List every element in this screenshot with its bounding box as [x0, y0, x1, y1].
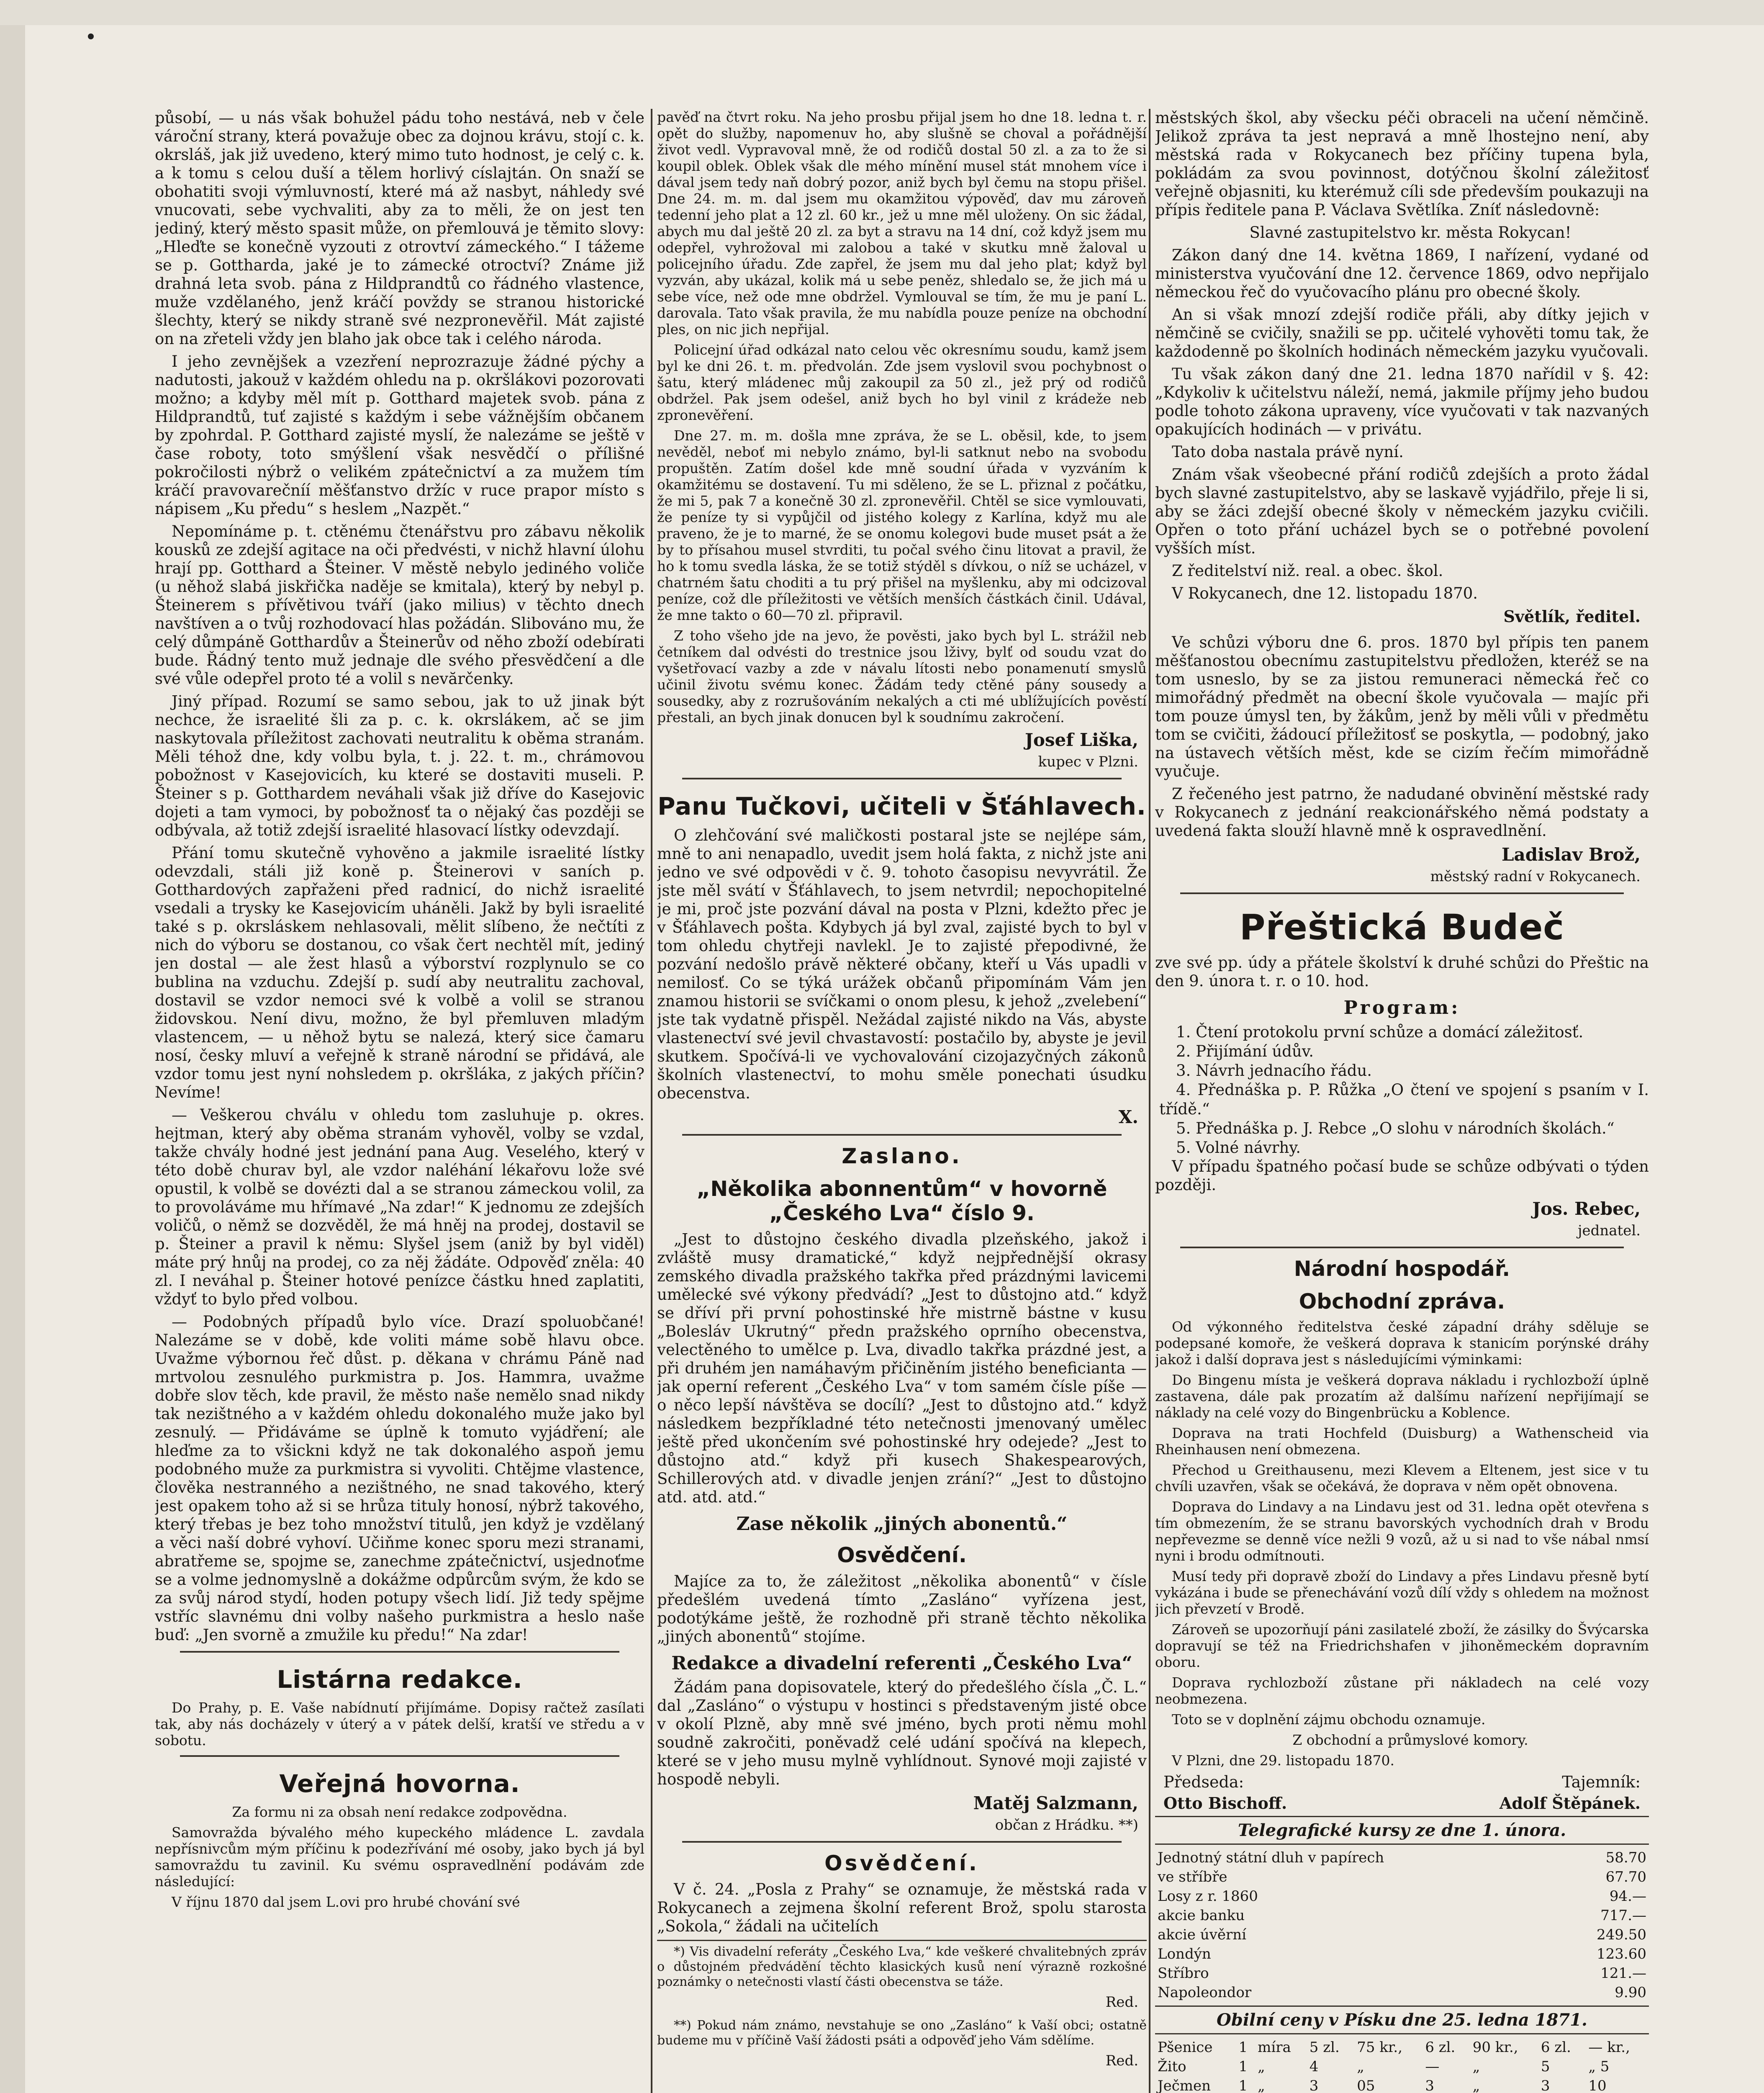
table-cell: 1 [1238, 2039, 1248, 2056]
table-row [1155, 1848, 1649, 1867]
footnote: *) Vis divadelní referáty „Českého Lva,“ kde veškeré chvalitebných zpráv o důstojném předvádění těchto klasických kusů není výrazně rozkošné poznámky o netečnosti vlastí části obecenstva se táže. [657, 1944, 1147, 1989]
table-row [1155, 1867, 1649, 1887]
table-cell: akcie úvěrní [1158, 1926, 1246, 1943]
signature-note: občan z Hrádku. **) [995, 1817, 1138, 1833]
table-cell: 05 [1357, 2078, 1375, 2093]
divider [180, 1755, 619, 1757]
signature: Jos. Rebec, [1532, 1198, 1641, 1219]
signature: Josef Liška, [1025, 730, 1138, 750]
table-row [1155, 2057, 1649, 2076]
table-cell: „ [1357, 2058, 1364, 2075]
paragraph: An si však mnozí zdejší rodiče přáli, aby dítky jejich v němčině se cvičily, snažili se pp. učitelé vyhověti tomu tak, že každodenně po školních hodinách německém jazyku vyučovali. [1155, 306, 1649, 360]
table-cell: 121.— [1600, 1965, 1646, 1982]
program-item: 5. Volné návrhy. [1176, 1139, 1301, 1157]
table-cell: Napoleondor [1158, 1984, 1252, 2001]
paragraph: zve své pp. údy a přátele školství k druhé schůzi do Přeštic na den 9. února t. r. o 10. hod. [1155, 954, 1649, 990]
paragraph: V případu špatného počasí bude se schůze odbývati o týden později. [1155, 1157, 1649, 1194]
paragraph: Zároveň se upozorňují páni zasilatelé zboží, že zásilky do Švýcarska dopravují se též na Friedrichshafen v jihoněmeckém dopravním oboru. [1155, 1621, 1649, 1670]
divider [1180, 1247, 1624, 1248]
table-cell: Londýn [1158, 1946, 1211, 1962]
table-cell: „ [1258, 2078, 1265, 2093]
table-cell: 3 [1425, 2078, 1434, 2093]
paragraph: Zákon daný dne 14. května 1869, I nařízení, vydané od ministerstva vyučování dne 12. července 1869, odvo nepřijalo německou řeč do vyučovacího plánu pro obecné školy. [1155, 246, 1649, 301]
paragraph: Policejní úřad odkázal nato celou věc okresnímu soudu, kamž jsem byl ke dni 26. t. m. předvolán. Zde jsem vyslovil svou pochybnost o šatu, který mládenec můj zakoupil za 50 zl., jež prý od rodičů obdržel. Pak jsem odešel, aniž bych ho byl vinil z krádeže neb zpronevěření. [657, 342, 1147, 423]
signature: Světlík, ředitel. [1503, 607, 1641, 626]
paragraph: Do Bingenu místa je veškerá doprava nákladu i rychlozboží úplně zastavena, dále pak prozatím až dalšímu nařízení nepřijímají se náklady na celé vozy do Bingenbrücku a Koblence. [1155, 1372, 1649, 1421]
paragraph: Znám však všeobecné přání rodičů zdejších a proto žádal bych slavné zastupitelstvo, aby se laskavě vyjádřilo, přeje li si, aby se žáci zdejší obecné školy v německém jazyku cvičili. Opřen o toto přání ucházel bych se o potřebné povolení vyšších míst. [1155, 465, 1649, 557]
divider [1155, 2006, 1649, 2007]
divider [657, 1940, 1147, 1941]
divider [1155, 1816, 1649, 1817]
paragraph: Přání tomu skutečně vyhověno a jakmile israelité lístky odevzdali, stáli již koně p. Šteinerovi v saních p. Gotthardových zapřaženi před radnicí, do nichž israelité vsedali a trysky ke Kasejovicím uháněli. Jakž by byli israelité také s p. okrsláskem nehlasovali, mělit slíbeno, že nečtíti z nich do výboru se dostanou, co však čert nechtěl mít, jediný jen dostal — ale žest hlasů a výborství rozplynulo se co bublina na vzduchu. Zdejší p. sudí aby neutralitu zachoval, dostavil se vzdor nemoci své k volbě a volil se stranou židovskou. Není divu, možno, že byl přemluven mladým vlastencem, — u něhož bytu se nalezá, který sice čamaru nosí, česky mluví a veřejně k straně národní se přidává, ale vzdor tomu jest nyní nohsledem p. okršláka, z jakých příčin? Nevíme! [155, 844, 644, 1101]
table-cell: 1 [1238, 2058, 1248, 2075]
paragraph: Přechod u Greithausenu, mezi Klevem a Eltenem, jest sice v tu chvíli uzavřen, však se očekává, že doprava v něm opět obnovena. [1155, 1462, 1649, 1494]
paragraph: Toto se v doplnění zájmu obchodu oznamuje. [1172, 1711, 1486, 1728]
table-row [1155, 1964, 1649, 1983]
print-mark [88, 33, 94, 39]
paragraph: Nepomínáme p. t. ctěnému čtenářstvu pro zábavu několik kousků ze zdejší agitace na oči předvésti, v nichž hlavní úlohu hrají pp. Gotthard a Šteiner. V městě nebylo jediného voliče (u něhož slabá jiskřička naděje se kmitala), který by nebyl p. Šteinerem s přívětivou tváří (jako milius) v těchto dnech navštíven a o tvůj rozhodovací hlas požádán. Slibováno mu, že celý důmpáně Gotthardův a Šteinerův od něho zboží odebírati bude. Řádný tento muž jednaje dle svého přesvědčení a dle své vůle odepřel proto té a volil s nevărčenky. [155, 522, 644, 688]
signature-row [1163, 1773, 1641, 1791]
table-cell: Jednotný státní dluh v papírech [1158, 1849, 1384, 1866]
kursy-table [1155, 1848, 1649, 2002]
paragraph: Dne 27. m. m. došla mne zpráva, že se L. oběsil, kde, to jsem nevěděl, neboť mi nebylo známo, byl-li satknut nebo na svobodu propuštěn. Zatím došel kde mně soudní úřada v vyzváním k okamžitému se dostavení. Tu mi sděleno, že se L. přiznal z počátku, že mi 5, pak 7 a konečně 30 zl. zpronevěřil. Chtěl se sice vymlouvati, že peníze ty si vypůjčil od jistého kolegy z Karlína, když mu ale praveno, že je to marné, že se onomu kolegovi bude muset psát a že by to přísahou musel stvrditi, tu počal svého činu litovat a pravil, že ho k tomu svedla láska, že se totiž stýděl s dívkou, o níž se ucházel, v chatrném šatu choditi a tu prý přišel na myšlenku, aby mi odcizoval peníze, což dle příležitosti ve větších menších částkách činil. Udával, že mne takto o 60—70 zl. připravil. [657, 427, 1147, 623]
signature: Matěj Salzmann, [973, 1793, 1138, 1813]
table-cell: 67.70 [1605, 1869, 1646, 1885]
section-title-obchodni: Obchodní zpráva. [1299, 1289, 1505, 1314]
table-cell: Losy z r. 1860 [1158, 1888, 1258, 1905]
signature-note: kupec v Plzni. [1038, 753, 1138, 770]
table-cell: 90 kr., [1472, 2039, 1518, 2056]
paragraph: „Jest to důstojno českého divadla plzeňského, jakož i zvláště musy dramatické,“ když nejpřednější okrasy zemského divadla pražského takřka před prázdnými lavicemi umělecké své výkony předvádí? „Jest to důstojno atd.“ když se dříví při první pohostinské hře mistrně bástne v kusu „Bolesláv Ukrutný“ předn pražského oprního obecenstva, velectěného to umělce p. Lva, divadlo takřka prázdné jest, a při druhém jen namáhavým přičiněním jistého beneficianta — jak operní referent „Českého Lva“ v tom samém čísle píše — o něco lepší návštěva se docílí? „Jest to důstojno atd.“ když následkem bezpříkladné této netečnosti jmenovaný umělec ještě před ukončením své pohostinské hry odejede? „Jest to důstojno atd.“ když při kusech Shakespearových, Schillerových atd. v divadle jenjen zrání?“ „Jest to důstojno atd. atd. atd.“ [657, 1230, 1147, 1506]
paragraph: Do Prahy, p. E. Vaše nabídnutí přijímáme. Dopisy račtež zasílati tak, aby nás docházely v úterý a v pátek delší, kratší ve středu a v sobotu. [155, 1700, 644, 1748]
table-row [1155, 2076, 1649, 2093]
signature-redakce: Redakce a divadelní referenti „Českého Lva“ [671, 1653, 1132, 1674]
signature-note: městský radní v Rokycanech. [1430, 868, 1641, 885]
paragraph: Z toho všeho jde na jevo, že pověsti, jako bych byl L. strážil neb četníkem dal odvésti do trestnice jsou lživy, bylť od soudu vzat do vyšetřovací vazby a zde v návalu lítosti nebo ponamenutí smyslů učinil životu svému konec. Žádám tedy ctěné pány sousedy a sousedky, aby z rozrušováním nekalých a cti mé ublížujících pověstí přestali, an bych jinak donucen byl k soudnímu zakročení. [657, 627, 1147, 725]
table-cell: — kr., [1588, 2039, 1630, 2056]
signature: Ladislav Brož, [1501, 844, 1641, 865]
table-cell: 123.60 [1597, 1946, 1646, 1962]
section-title-zaslano: Zaslano. [842, 1144, 962, 1168]
table-cell: Ječmen [1158, 2078, 1211, 2093]
paragraph: Tato doba nastala právě nyní. [1172, 443, 1404, 461]
paragraph: Tu však zákon daný dne 21. ledna 1870 nařídil v §. 42: „Kdykoliv k učitelstvu náleží, nemá, jakmile příjmy jeho budou podle tohoto zákona upraveny, více vyučovati v tak nazvaných opakujících hodinách — v privátu. [1155, 365, 1649, 438]
table-cell: 9.90 [1615, 1984, 1646, 2001]
section-title-listarna: Listárna redakce. [277, 1665, 523, 1694]
signature-label: Tajemník: [1562, 1773, 1641, 1791]
table-cell: 3 [1309, 2078, 1319, 2093]
paragraph: — Podobných případů bylo více. Drazí spoluobčané! Nalezáme se v době, kde voliti máme sobě hlavu obce. Uvažme výbornou řeč důst. p. děkana v chrámu Páně nad mrtvolou zesnulého purkmistra p. Jos. Hammra, uvažme dobře slov těch, kde pravil, že město naše nemělo snad nikdy tak nezištného a v každém ohledu dokonalého muže jako byl zesnulý. — Přidáváme se úplně k tomuto vyjádření; ale hleďme za to všickni když ne tak dokonalého aspoň jemu podobného muže za purkmistra si vyvoliti. Chtějme vlastence, člověka nestranného a nezištného, ne snad takového, který jest opakem toho až si se hrůza tituly honosí, nýbrž takového, který třebas je bez toho množství titulů, jen když je vzdělaný a věci naší dobré vyhoví. Učiňme konec sporu mezi stranami, abratřeme se, spojme se, zanechme zpátečnictví, usjednoťme se a volme jednomyslně a dokážme odpůrcům svým, že kdo se za svůj národ stydí, hoden potupy všech lidí. Již tedy spějme vstříc slavnému dni volby našeho purkmistra a heslo naše buď: „Jen svorně a zmužile ku předu!“ Na zdar! [155, 1313, 644, 1644]
paragraph: — Veškerou chválu v ohledu tom zasluhuje p. okres. hejtman, který aby oběma stranám vyhověl, volby se vzdal, takže chvály hodné jest jednání pana Aug. Veselého, který v této době churav byl, ale vzdor naléhání lékařovu lože své opustil, k volbě se dovézti dal a se stranou zámeckou volil, za to provoláváme mu hřímavé „Na zdar!“ K jednomu ze zdejších voličů, o němž se dozvěděl, že má hněj na prodej, dostavil se p. Šteiner a pravil k němu: Slyšel jsem (aniž by byl viděl) máte prý hnůj na prodej, co za něj žádáte. Odpověď zněla: 40 zl. I neváhal p. Šteiner hotové penízce částku hned zaplatiti, vždyť to bylo před volbou. [155, 1106, 644, 1308]
table-cell: 6 zl. [1425, 2039, 1456, 2056]
paragraph: městských škol, aby všecku péči obraceli na učení němčině. Jelikož zpráva ta jest nepravá a mně lhostejno není, aby městská rada v Rokycanech bez příčiny tupena byla, pokládám za svou povinnost, dotýčnou školní záležitosť veřejně objasniti, ku kterémuž cíli sde především poukazuji na přípis ředitele pana P. Václava Světlíka. Zníť následovně: [1155, 109, 1649, 219]
column-3 [1155, 109, 1649, 2093]
table-row [1155, 2038, 1649, 2057]
table-row [1155, 1944, 1649, 1964]
paragraph: O zlehčování své maličkosti postaral jste se nejlépe sám, mně to ani nenapadlo, uvedit jsem holá fakta, z nichž jste ani jedno ve své odpovědi v č. 9. tohoto časopisu nevyvrátil. Že jste měl svátí v Šťáhlavech, to jsem netvrdil; nepochopitelné je mi, proč jste pozvání dával na posta v Plzni, kdežto přec je v Šťáhlavech pošta. Kdybych já byl zval, zajisté bych to byl v tom ohledu chytřeji navlekl. Je to zajisté přepodivné, že pozvání nedošlo právě některé občany, kteří u Vás upadli v nemilosť. Co se týká urážek občanů připomínám Vám jen znamou historii se svíčkami o onom plesu, k jehož „zvelebení“ jste tak vydatně přispěl. Nežádal zajisté nikdo na Vás, abyste vlastenectví své jevil chvastavostí: postačilo by, abyste je jevil skutkem. Spočívá-li ve vychovalování cizojazyčných zákonů školních vlastenectví, to mohu směle ponechati úsudku obecenstva. [657, 826, 1147, 1102]
column-2 [657, 109, 1147, 2093]
column-rule [1149, 109, 1150, 2093]
table-cell: 3 [1541, 2078, 1550, 2093]
table-cell: míra [1258, 2039, 1291, 2056]
divider [1155, 1844, 1649, 1845]
program-item: 4. Přednáška p. P. Růžka „O čtení ve spojení s psaním v I. třídě.“ [1159, 1081, 1649, 1118]
program-item: 5. Přednáška p. J. Rebce „O slohu v národních školách.“ [1176, 1119, 1615, 1137]
subtitle-zase: Zase několik „jiných abonentů.“ [736, 1513, 1068, 1535]
table-title-ceny: Obilní ceny v Písku dne 25. ledna 1871. [1217, 2010, 1587, 2030]
paragraph: Od výkonného ředitelstva české západní dráhy sděluje se podepsané komoře, že veškerá doprava k stanicím porýnské dráhy jakož i další doprava jest s následujícími výminkami: [1155, 1319, 1649, 1368]
table-cell: 5 [1541, 2058, 1550, 2075]
divider [1180, 892, 1624, 894]
note: Za formu ni za obsah není redakce zodpovědna. [232, 1804, 567, 1820]
program-item: 2. Přijímání údův. [1176, 1042, 1314, 1060]
paragraph: Doprava na trati Hochfeld (Duisburg) a Wathenscheid via Rheinhausen není obmezena. [1155, 1425, 1649, 1458]
table-cell: akcie banku [1158, 1907, 1245, 1924]
table-cell: „ [1472, 2078, 1480, 2093]
table-title-kursy: Telegrafické kursy ze dne 1. února. [1238, 1820, 1566, 1840]
divider [1155, 2033, 1649, 2034]
footnote: **) Pokud nám známo, nevstahuje se ono „Zasláno“ k Vaší obci; ostatně budeme mu v příčině Vaší žádosti psáti a odpověď jeho Vám sdělíme. [657, 2018, 1147, 2048]
divider [682, 1134, 1122, 1136]
program-list [1155, 1023, 1649, 1157]
scan-edge [0, 0, 25, 2093]
paragraph: Z obchodní a průmyslové komory. [1292, 1732, 1528, 1748]
footnote-signature: Red. [1105, 1994, 1138, 2011]
paragraph: V Plzni, dne 29. listopadu 1870. [1172, 1752, 1394, 1769]
signature-row [1163, 1794, 1641, 1813]
column-rule [651, 109, 652, 2093]
signature-note: jednatel. [1577, 1222, 1641, 1239]
paragraph: pavěď na čtvrt roku. Na jeho prosbu přijal jsem ho dne 18. ledna t. r. opět do služby, napomenuv ho, aby slušně se choval a pořádnější život vedl. Vypravoval mně, že od rodičů dostal 50 zl. a za to že si koupil oblek. Oblek však dle mého mínění musel stát mnohem více i dával jsem tedy naň dobrý pozor, aniž bych byl čemu na stopu přišel. Dne 24. m. m. dal jsem mu okamžitou výpověď, dav mu zároveň tedenní jeho plat a 12 zl. 60 kr., jež u mne měl uloženy. On sic žádal, abych mu dal ještě 20 zl. za byt a stravu na 14 dní, což když jsem mu odepřel, vyhrožoval mi zalobou a také v skutku mně žaloval u policejního úřadu. Zde zapřel, že jsem mu dal jeho plat; když byl vyzván, aby ukázal, kolik má u sebe peněz, shledalo se, že jich má u sebe více, než ode mne obdržel. Vymlouval se tím, že mu je paní L. darovala. Tato však pravila, že mu nabídla pouze peníze na obchodní ples, on nic jich nepřijal. [657, 109, 1147, 337]
section-title-osvedceni: Osvědčení. [837, 1543, 967, 1567]
section-title-hospodar: Národní hospodář. [1294, 1257, 1510, 1281]
table-cell: 6 zl. [1541, 2039, 1571, 2056]
paragraph: Majíce za to, že záležitost „několika abonentů“ v čísle předešlém uvedená tímto „Zasláno“ vyřízena jest, podotýkáme ještě, že rozhodně při straně těchto několika „jiných abonentů“ stojíme. [657, 1572, 1147, 1646]
section-title-tuckovi: Panu Tučkovi, učiteli v Šťáhlavech. [657, 792, 1146, 820]
paragraph: Jiný případ. Rozumí se samo sebou, jak to už jinak být nechce, že israelité šli za p. c. k. okrslákem, ač se jim naskytovala příležitost zachovati neutralitu k oběma stranám. Měli téhož dne, kdy volbu byla, t. j. 22. t. m., chrámovou pobožnost v Kasejovicích, ku které se dostaviti museli. P. Šteiner s p. Gotthardem neváhali však již dříve do Kasejovic dojeti a tam vymoci, by pobožnosť ta o nějaký čas později se odbývala, až totiž zdejší israelité hlasovací lístky odevzdají. [155, 692, 644, 839]
table-cell: 10 [1588, 2078, 1607, 2093]
table-cell: 58.70 [1605, 1849, 1646, 1866]
program-item: 3. Návrh jednacího řádu. [1176, 1062, 1372, 1080]
table-cell: Žito [1158, 2058, 1186, 2075]
table-row [1155, 1983, 1649, 2002]
table-cell: Stříbro [1158, 1965, 1209, 1982]
table-cell: 1 [1238, 2078, 1248, 2093]
paragraph: Slavné zastupitelstvo kr. města Rokycan! [1249, 224, 1571, 242]
signature: Otto Bischoff. [1163, 1794, 1287, 1813]
footnote-signature: Red. [1105, 2052, 1138, 2069]
table-cell: „ [1472, 2058, 1480, 2075]
table-cell: „ 5 [1588, 2058, 1610, 2075]
table-cell: 5 zl. [1309, 2039, 1340, 2056]
paragraph: V říjnu 1870 dal jsem L.ovi pro hrubé chování své [172, 1894, 520, 1910]
section-title-verejna: Veřejná hovorna. [279, 1769, 520, 1798]
signature: Adolf Štěpánek. [1499, 1794, 1641, 1813]
divider [682, 1841, 1122, 1843]
divider [180, 1651, 619, 1653]
program-item: 1. Čtení protokolu první schůze a domácí záležitosť. [1176, 1023, 1584, 1041]
table-row [1155, 1906, 1649, 1925]
column-1 [155, 109, 644, 2093]
paragraph: Ve schůzi výboru dne 6. pros. 1870 byl přípis ten panem měšťanostou obecnímu zastupitelstvu předložen, kteréž se na tom usneslo, by se za jistou remuneraci německá řeč co mimořádný předmět na obecní škole vyučovala — majíc při tom pouze úmysl ten, by žákům, jenž by měli vůli v předmětu tom se cvičiti, žádoucí příležitosť se poskytla, — podobný, jako na ústavech větších měst, kde se cizím řečím mimořádně vyučuje. [1155, 633, 1649, 780]
scan-top [0, 0, 1764, 25]
paragraph: I jeho zevnějšek a vzezření neprozrazuje žádné pýchy a nadutosti, jakouž v každém ohledu na p. okršlákovi pozorovati možno; a kdyby měl mít p. Gotthard majetek svob. pána z Hildprandtů, tuť zajisté s každým i sebe vážnějším občanem by zpohrdal. P. Gotthard zajisté myslí, že nalezáme se ještě v čase roboty, toto smýšlení však nesvědčí o přílišné pokročilosti nýbrž o velikém zpátečnictví a za mužem tím kráčí pravovarečníí měšťanstvo držíc v ruce prapor místo s nápisem „Ku předu“ s heslem „Nazpět.“ [155, 352, 644, 518]
table-cell: 75 kr., [1357, 2039, 1403, 2056]
table-cell: 717.— [1600, 1907, 1646, 1924]
table-cell: 4 [1309, 2058, 1319, 2075]
divider [682, 778, 1122, 779]
table-cell: ve stříbře [1158, 1869, 1227, 1885]
paragraph: Žádám pana dopisovatele, který do předešlého čísla „Č. L.“ dal „Zasláno“ o výstupu v hostinci s představeným jisté obce v okolí Plzně, aby mně své jméno, bych proti němu mohl soudně zakročiti, poněvadž celé udání spočívá na klepech, které se v jeho musu mylně vyhlídnout. Synové moji zajisté v hospodě nebyli. [657, 1678, 1147, 1788]
table-cell: „ [1258, 2058, 1265, 2075]
signature-label: Předseda: [1163, 1773, 1244, 1791]
paragraph: V č. 24. „Posla z Prahy“ se oznamuje, že městská rada v Rokycanech a zejmena školní referent Brož, spolu starosta „Sokola,“ žádali na učitelích [657, 1880, 1147, 1935]
table-cell: — [1425, 2058, 1440, 2075]
section-title-budec: Přeštická Budeč [1239, 907, 1565, 948]
signature: X. [1118, 1107, 1138, 1127]
paragraph: Musí tedy při dopravě zboží do Lindavy a přes Lindavu přesně bytí vykázána i bude se přenechávání vozů dílí vždy s ohledem na možnost jich převzetí v Brodě. [1155, 1568, 1649, 1617]
paragraph: působí, — u nás však bohužel pádu toho nestává, neb v čele vároční strany, která považuje obec za dojnou krávu, stojí c. k. okrsláš, jak již uvedeno, který mimo tuto hodnost, je celý c. k. a k tomu s celou duší a tělem horlivý císlajtán. On snaží se obohatiti svoji výmluvností, které má až nasbyt, náhledy své vnucovati, sebe vychvaliti, aby za to měli, že on jest ten jediný, který město spasit může, on přemlouvá je těmito slovy: „Hleďte se konečně vyzouti z otrovtví zámeckého.“ I tážeme se p. Gottharda, jaké je to zámecké otroctví? Známe již drahná leta svob. pána z Hildprandtů co řádného vlastence, muže vzdělaného, jenž kráčí povždy se stranou historické šlechty, který se nikdy straně své nezpronevěřil. Mát zajisté on na zřeteli vždy jen blaho jak obce tak i celého národa. [155, 109, 644, 348]
section-title-nekolik: „Několika abonnentům“ v hovorně „Českého Lva“ číslo 9. [696, 1177, 1107, 1225]
table-row [1155, 1925, 1649, 1944]
subtitle-program: Program: [1343, 997, 1461, 1018]
ceny-table [1155, 2038, 1649, 2093]
paragraph: Z ředitelství niž. real. a obec. škol. [1172, 562, 1443, 580]
table-cell: 249.50 [1597, 1926, 1646, 1943]
paragraph: Z řečeného jest patrno, že nadudané obvinění městské rady v Rokycanech z jednání reakcionářského němá podstaty a uvedená fakta slouží hlavně mně k ospravedlnění. [1155, 785, 1649, 840]
section-title-osvedceni: Osvědčení. [824, 1851, 979, 1875]
table-cell: 94.— [1609, 1888, 1646, 1905]
table-cell: Pšenice [1158, 2039, 1213, 2056]
paragraph: V Rokycanech, dne 12. listopadu 1870. [1172, 584, 1478, 602]
paragraph: Doprava do Lindavy a na Lindavu jest od 31. ledna opět otevřena s tím obmezením, že se stranu bavorských vychodních drah v Brodu nepřevezme se denně více nežli 9 vozů, až u si nad to vše nábal nmsí nyni i brodu odmítnouti. [1155, 1499, 1649, 1564]
paragraph: Doprava rychlozboží zůstane při nákladech na celé vozy neobmezena. [1155, 1674, 1649, 1707]
table-row [1155, 1887, 1649, 1906]
paragraph: Samovražda bývalého mého kupeckého mládence L. zavdala nepřísnivcům mým příčinu k podezřívání mé osoby, jako bych já byl samovraždu tu zavinil. Ku svému ospravedlnění podávám zde následující: [155, 1824, 644, 1890]
